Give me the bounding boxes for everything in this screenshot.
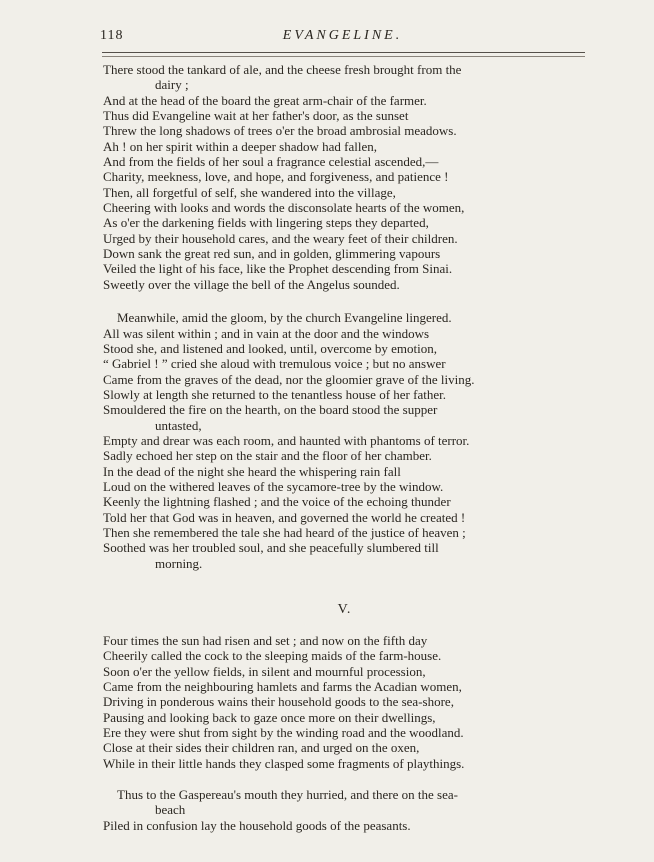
verse-line: Four times the sun had risen and set ; and now on the fifth day	[103, 633, 428, 648]
verse-line: Thus did Evangeline wait at her father's door, as the sunset	[103, 108, 409, 124]
verse-line: Keenly the lightning flashed ; and the voice of the echoing thunder	[103, 494, 451, 510]
verse-line: Thus to the Gaspereau's mouth they hurried, and there on the sea-	[117, 787, 458, 803]
verse-line: morning.	[155, 555, 203, 571]
verse-line: beach	[155, 802, 186, 818]
verse-line: Veiled the light of his face, like the Prophet descending from Sinai.	[103, 261, 453, 277]
verse-line: While in their little hands they clasped some fragments of playthings.	[103, 755, 465, 771]
verse-line: Stood she, and listened and looked, until, overcome by emotion,	[103, 340, 437, 356]
verse-line: Sadly echoed her step on the stair and the floor of her chamber.	[103, 448, 432, 464]
verse-line: Meanwhile, amid the gloom, by the church Evangeline lingered.	[117, 310, 452, 326]
heading-gap	[103, 619, 586, 633]
verse-line: Then she remembered the tale she had heard of the justice of heaven ;	[103, 524, 466, 540]
verse-line: Soothed was her troubled soul, and she peacefully slumbered till	[103, 540, 439, 556]
poem-text	[103, 62, 586, 833]
verse-line: All was silent within ; and in vain at the door and the windows	[103, 325, 430, 341]
running-title: EVANGELINE.	[282, 28, 403, 43]
stanza-3	[103, 633, 586, 771]
verse-line: As o'er the darkening fields with lingering steps they departed,	[103, 215, 429, 231]
verse-line: Came from the neighbouring hamlets and farms the Acadian women,	[103, 679, 462, 695]
verse-line: Told her that God was in heaven, and governed the world he created !	[103, 509, 466, 525]
verse-line: Pausing and looking back to gaze once more on their dwellings,	[103, 709, 436, 725]
stanza-2	[103, 310, 586, 571]
page-number: 118	[100, 28, 124, 43]
verse-line: Ah ! on her spirit within a deeper shadow had fallen,	[103, 138, 378, 154]
verse-line: And at the head of the board the great arm-chair of the farmer.	[103, 92, 427, 108]
verse-line: Cheering with looks and words the disconsolate hearts of the women,	[103, 200, 465, 216]
verse-line: Empty and drear was each room, and haunted with phantoms of terror.	[103, 432, 470, 448]
verse-line: Close at their sides their children ran, and urged on the oxen,	[103, 740, 420, 756]
stanza-4	[103, 787, 586, 833]
verse-line: Down sank the great red sun, and in golden, glimmering vapours	[103, 246, 441, 262]
header-rule	[102, 52, 585, 53]
stanza-gap	[103, 292, 586, 310]
stanza-gap	[103, 771, 586, 787]
verse-line: “ Gabriel ! ” cried she aloud with tremulous voice ; but no answer	[103, 356, 446, 372]
verse-line: Smouldered the fire on the hearth, on the board stood the supper	[103, 402, 438, 418]
verse-line: Sweetly over the village the bell of the Angelus sounded.	[103, 276, 400, 292]
header-rule-thin	[102, 56, 585, 57]
verse-line: Slowly at length she returned to the tenantless house of her father.	[103, 386, 446, 402]
verse-line: Cheerily called the cock to the sleeping maids of the farm-house.	[103, 648, 442, 664]
verse-line: Charity, meekness, love, and hope, and forgiveness, and patience !	[103, 169, 449, 185]
verse-line: Loud on the withered leaves of the sycamore-tree by the window.	[103, 478, 444, 494]
verse-line: Ere they were shut from sight by the winding road and the woodland.	[103, 725, 464, 741]
stanza-1	[103, 62, 586, 292]
verse-line: Came from the graves of the dead, nor the gloomier grave of the living.	[103, 371, 475, 387]
section-heading: V.	[337, 602, 352, 617]
verse-line: Soon o'er the yellow fields, in silent and mournful procession,	[103, 663, 426, 679]
verse-line: dairy ;	[155, 77, 189, 93]
verse-line: Piled in confusion lay the household goods of the peasants.	[103, 817, 411, 833]
verse-line: Threw the long shadows of trees o'er the broad ambrosial meadows.	[103, 123, 457, 139]
section-gap	[103, 571, 586, 601]
verse-line: Then, all forgetful of self, she wandered into the village,	[103, 184, 396, 200]
verse-line: And from the fields of her soul a fragrance celestial ascended,—	[103, 154, 439, 170]
verse-line: untasted,	[155, 417, 202, 433]
verse-line: In the dead of the night she heard the whispering rain fall	[103, 463, 401, 479]
verse-line: There stood the tankard of ale, and the cheese fresh brought from the	[103, 62, 462, 77]
verse-line: Driving in ponderous wains their household goods to the sea-shore,	[103, 694, 454, 710]
page-header	[100, 28, 585, 48]
verse-line: Urged by their household cares, and the weary feet of their children.	[103, 230, 458, 246]
